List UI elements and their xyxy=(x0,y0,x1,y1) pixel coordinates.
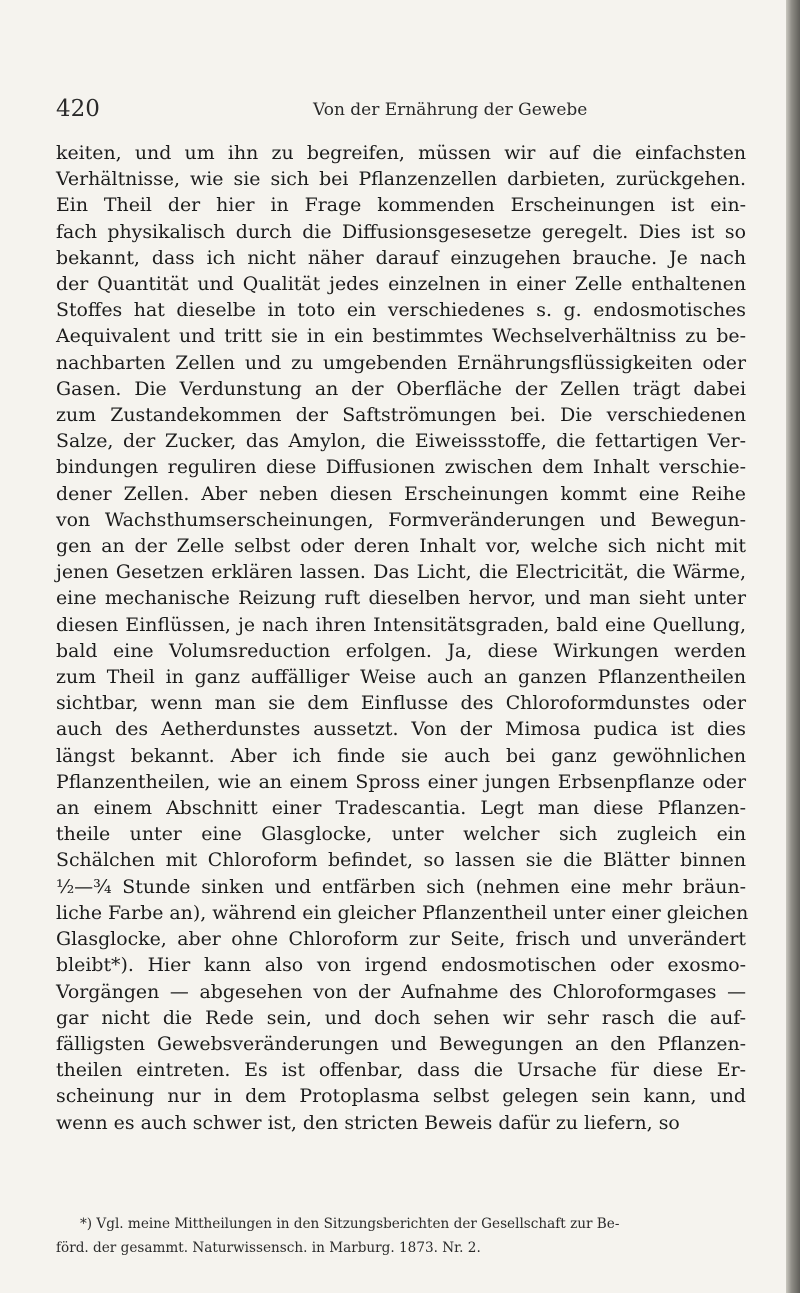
text-line: Vorgängen — abgesehen von der Aufnahme des Chloroformgases — xyxy=(56,980,746,1003)
running-head: Von der Ernährung der Gewebe xyxy=(313,100,588,120)
footnote xyxy=(56,1212,746,1260)
text-line: der Quantität und Qualität jedes einzelnen in einer Zelle enthaltenen xyxy=(56,273,746,296)
text-line: bekannt, dass ich nicht näher darauf einzugehen brauche. Je nach xyxy=(56,246,746,269)
text-line: liche Farbe an), während ein gleicher Pflanzentheil unter einer gleichen xyxy=(56,901,749,924)
text-line: Ein Theil der hier in Frage kommenden Erscheinungen ist ein- xyxy=(56,194,746,217)
text-line: gar nicht die Rede sein, und doch sehen wir sehr rasch die auf- xyxy=(56,1006,746,1029)
text-line: nachbarten Zellen und zu umgebenden Ernährungsflüssigkeiten oder xyxy=(56,351,746,374)
text-line: zum Zustandekommen der Saftströmungen bei. Die verschiedenen xyxy=(56,404,746,427)
text-line: sichtbar, wenn man sie dem Einflusse des Chloroformdunstes oder xyxy=(56,692,746,715)
page-header xyxy=(56,96,746,126)
text-line: diesen Einflüssen, je nach ihren Intensitätsgraden, bald eine Quellung, xyxy=(56,613,746,636)
text-line: fach physikalisch durch die Diffusionsgesesetze geregelt. Dies ist so xyxy=(56,220,746,243)
text-line: Salze, der Zucker, das Amylon, die Eiweissstoffe, die fettartigen Ver- xyxy=(56,430,746,453)
text-line: wenn es auch schwer ist, den stricten Beweis dafür zu liefern, so xyxy=(56,1111,680,1134)
text-line: theile unter eine Glasglocke, unter welcher sich zugleich ein xyxy=(56,823,746,846)
text-line: Glasglocke, aber ohne Chloroform zur Seite, frisch und unverändert xyxy=(56,928,746,951)
text-line: eine mechanische Reizung ruft dieselben hervor, und man sieht unter xyxy=(56,587,746,610)
text-line: theilen eintreten. Es ist offenbar, dass die Ursache für diese Er- xyxy=(56,1059,746,1082)
text-line: dener Zellen. Aber neben diesen Erscheinungen kommt eine Reihe xyxy=(56,482,746,505)
text-line: an einem Abschnitt einer Tradescantia. Legt man diese Pflanzen- xyxy=(56,797,746,820)
text-line: zum Theil in ganz auffälliger Weise auch an ganzen Pflanzentheilen xyxy=(56,666,746,689)
text-line: Gasen. Die Verdunstung an der Oberfläche der Zellen trägt dabei xyxy=(56,377,746,400)
text-line: bindungen reguliren diese Diffusionen zwischen dem Inhalt verschie- xyxy=(56,456,746,479)
footnote-line: *) Vgl. meine Mittheilungen in den Sitzungsberichten der Gesellschaft zur Be- xyxy=(80,1216,620,1232)
page-number: 420 xyxy=(56,96,100,122)
footnote-line: förd. der gesammt. Naturwissensch. in Marburg. 1873. Nr. 2. xyxy=(56,1240,481,1256)
body-paragraph xyxy=(56,140,749,1136)
text-line: scheinung nur in dem Protoplasma selbst gelegen sein kann, und xyxy=(56,1085,746,1108)
text-line: längst bekannt. Aber ich finde sie auch bei ganz gewöhnlichen xyxy=(56,744,746,767)
text-line: keiten, und um ihn zu begreifen, müssen wir auf die einfachsten xyxy=(56,142,746,164)
text-line: auch des Aetherdunstes aussetzt. Von der Mimosa pudica ist dies xyxy=(56,718,746,741)
text-line: fälligsten Gewebsveränderungen und Bewegungen an den Pflanzen- xyxy=(56,1032,746,1055)
text-line: ½—¾ Stunde sinken und entfärben sich (nehmen eine mehr bräun- xyxy=(56,875,746,898)
text-line: bleibt*). Hier kann also von irgend endosmotischen oder exosmo- xyxy=(56,954,746,977)
text-line: jenen Gesetzen erklären lassen. Das Licht, die Electricität, die Wärme, xyxy=(56,561,746,584)
text-line: Stoffes hat dieselbe in toto ein verschiedenes s. g. endosmotisches xyxy=(56,299,746,322)
page-edge-shadow xyxy=(786,0,800,1293)
text-line: Aequivalent und tritt sie in ein bestimmtes Wechselverhältniss zu be- xyxy=(56,325,746,348)
text-line: Verhältnisse, wie sie sich bei Pflanzenzellen darbieten, zurückgehen. xyxy=(56,168,746,191)
text-line: Pflanzentheilen, wie an einem Spross einer jungen Erbsenpflanze oder xyxy=(56,770,746,793)
text-line: bald eine Volumsreduction erfolgen. Ja, diese Wirkungen werden xyxy=(56,639,746,662)
text-line: Schälchen mit Chloroform befindet, so lassen sie die Blätter binnen xyxy=(56,849,746,872)
text-line: gen an der Zelle selbst oder deren Inhalt vor, welche sich nicht mit xyxy=(56,535,746,558)
text-line: von Wachsthumserscheinungen, Formveränderungen und Bewegun- xyxy=(56,508,746,531)
